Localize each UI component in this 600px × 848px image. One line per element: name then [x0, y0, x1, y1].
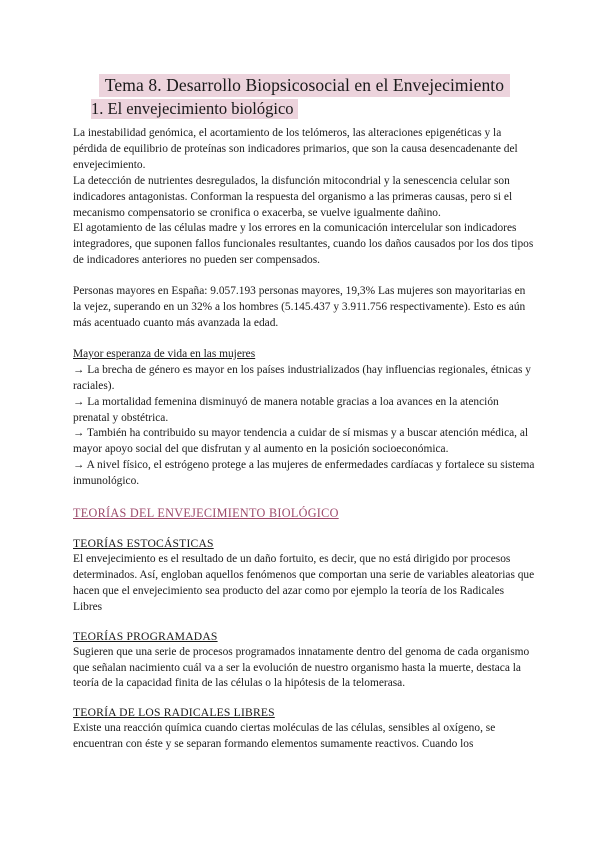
programmed-heading: TEORÍAS PROGRAMADAS — [73, 629, 218, 643]
life-expectancy-item: → A nivel físico, el estrógeno protege a las mujeres de enfermedades cardíacas y fortalece su sistema inmunológico. — [73, 459, 535, 488]
intro-paragraph-1: La inestabilidad genómica, el acortamiento de los telómeros, las alteraciones epigenéticas y la pérdida de equilibrio de proteínas son indicadores primarios, que son la causa desencadenante del envejecimiento. — [73, 127, 518, 171]
life-expectancy-heading: Mayor esperanza de vida en las mujeres — [73, 347, 256, 360]
spacer — [73, 490, 536, 505]
section-heading-wrap — [73, 99, 536, 123]
intro-paragraph-2: La detección de nutrientes desregulados, la disfunción mitocondrial y la senescencia celular son indicadores antagonistas. Conforman la respuesta del organismo a las primeras causas, pero si el mecanismo compensatorio se cronifica o exacerba, se vuelve igualmente dañino. — [73, 174, 513, 219]
spacer — [73, 332, 536, 347]
free-radicals-heading: TEORÍA DE LOS RADICALES LIBRES — [73, 706, 275, 720]
life-expectancy-item: → También ha contribuido su mayor tendencia a cuidar de sí mismas y a buscar atención médica, al mayor apoyo social del que disfrutan y al aumento en la posición socioeconómica. — [73, 427, 529, 456]
population-paragraph: Personas mayores en España: 9.057.193 personas mayores, 19,3% Las mujeres son mayoritarias en la vejez, superando en un 32% a los hombres (5.145.437 y 3.911.756 respectivamente). Esto es aún más acentuado cuanto más avanzada la edad. — [73, 285, 526, 329]
stochastic-heading: TEORÍAS ESTOCÁSTICAS — [73, 537, 214, 551]
life-expectancy-item: → La brecha de género es mayor en los países industrializados (hay influencias regionales, étnicas y raciales). — [73, 363, 531, 392]
stochastic-text: El envejecimiento es el resultado de un daño fortuito, es decir, que no está dirigido por procesos determinados. Así, engloban aquellos fenómenos que comportan una serie de variables aleatorias que hacen que el envejecimiento sea producto del azar como por ejemplo la teoría de los Radicales Libres — [73, 553, 535, 613]
spacer — [73, 616, 536, 629]
spacer — [73, 269, 536, 284]
life-expectancy-item: → La mortalidad femenina disminuyó de manera notable gracias a loa avances en la atención prenatal y obstétrica. — [73, 395, 499, 424]
intro-paragraph-3: El agotamiento de las células madre y los errores en la comunicación intercelular son indicadores integradores, que suponen fallos funcionales resultantes, cuando los daños causados por los dos tipos de indicadores anteriores no pueden ser compensados. — [73, 222, 534, 267]
document-title: Tema 8. Desarrollo Biopsicosocial en el Envejecimiento — [99, 74, 510, 97]
section-heading: 1. El envejecimiento biológico — [91, 99, 298, 119]
programmed-text: Sugieren que una serie de procesos programados innatamente dentro del genoma de cada organismo que señalan nacimiento cuál va a ser la evolución de nuestro organismo hasta la muerte, destaca la teoría de la capacidad finita de las células o la hipótesis de la telomerasa. — [73, 645, 530, 690]
title-wrap — [73, 74, 536, 97]
spacer — [73, 692, 536, 705]
spacer — [73, 521, 536, 536]
free-radicals-text: Existe una reacción química cuando ciertas moléculas de las células, sensibles al oxígeno, se encuentran con éste y se separan formando elementos sumamente reactivos. Cuando los — [73, 722, 496, 751]
theories-heading: TEORÍAS DEL ENVEJECIMIENTO BIOLÓGICO — [73, 506, 339, 521]
